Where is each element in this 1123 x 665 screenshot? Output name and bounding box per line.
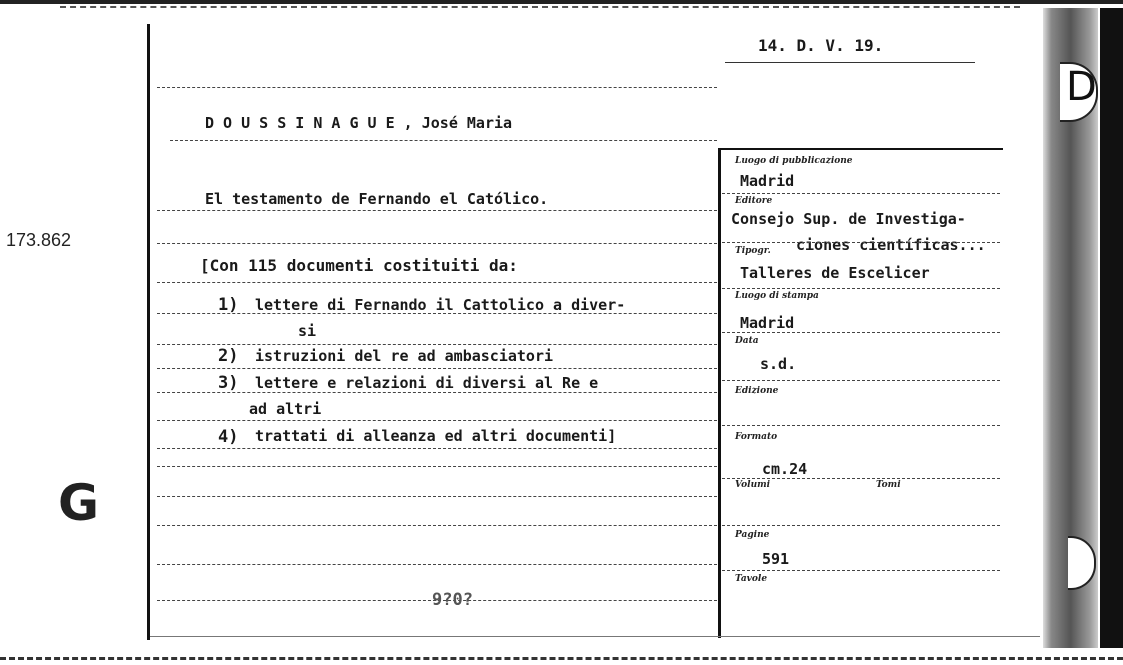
- scan-top-edge: [0, 0, 1123, 4]
- value-data: s.d.: [760, 355, 797, 373]
- rule-line: [157, 466, 717, 467]
- rule-line: [157, 368, 717, 369]
- item-text: lettere e relazioni di diversi al Re e: [255, 374, 599, 392]
- rule-line: [157, 496, 717, 497]
- item-text: lettere di Fernando il Cattolico a diver-: [255, 296, 626, 314]
- rule-line: [157, 87, 717, 88]
- rule-line: [157, 282, 717, 283]
- field-rule: [722, 193, 1000, 194]
- item-text: trattati di alleanza ed altri documenti]: [255, 427, 617, 445]
- item-number: 1): [218, 295, 239, 315]
- rule-line: [170, 140, 717, 141]
- margin-letter: G: [58, 474, 100, 532]
- item-text-continued: si: [298, 322, 317, 340]
- field-rule: [722, 380, 1000, 381]
- rule-top: [725, 62, 975, 63]
- scan-bottom-edge: [0, 657, 1123, 660]
- item-number: 3): [218, 373, 239, 393]
- author-name: D O U S S I N A G U E , José Maria: [205, 114, 513, 132]
- label-formato: Formato: [735, 432, 778, 442]
- rule-line: [157, 344, 717, 345]
- rule-line: [157, 564, 717, 565]
- scan-right-border: [1100, 8, 1123, 648]
- rule-line: [157, 420, 717, 421]
- date-code: 14. D. V. 19.: [758, 36, 884, 55]
- item-number: 4): [218, 427, 239, 447]
- value-pagine: 591: [762, 550, 790, 568]
- field-rule: [722, 242, 1000, 243]
- item-text-continued: ad altri: [249, 400, 322, 418]
- rule-line: [157, 448, 717, 449]
- field-rule: [722, 478, 1000, 479]
- label-data: Data: [735, 336, 759, 346]
- value-luogo-pubblicazione: Madrid: [740, 172, 795, 190]
- card-left-border: [147, 24, 150, 640]
- shelf-number: 173.862: [6, 230, 72, 250]
- field-rule: [722, 425, 1000, 426]
- label-tomi: Tomi: [876, 480, 901, 490]
- rule-line: [157, 392, 717, 393]
- field-box-top: [718, 148, 1003, 150]
- label-luogo-pubblicazione: Luogo di pubblicazione: [735, 156, 853, 166]
- rule-bottom: [150, 636, 1040, 637]
- label-tavole: Tavole: [735, 574, 768, 584]
- item-text: istruzioni del re ad ambasciatori: [255, 347, 554, 365]
- field-rule: [722, 332, 1000, 333]
- contents-intro: [Con 115 documenti costituiti da:: [200, 256, 518, 275]
- item-number: 2): [218, 346, 239, 366]
- rule-line: [157, 525, 717, 526]
- value-luogo-stampa: Madrid: [740, 314, 795, 332]
- label-pagine: Pagine: [735, 530, 770, 540]
- field-rule: [722, 570, 1000, 571]
- rule-line: [157, 210, 717, 211]
- book-title: El testamento de Fernando el Católico.: [205, 190, 549, 208]
- value-editore: Consejo Sup. de Investiga-: [731, 210, 966, 228]
- label-luogo-stampa: Luogo di stampa: [735, 291, 819, 301]
- right-edge-letter: D: [1066, 64, 1097, 110]
- bottom-stamp: 9?0?: [432, 590, 473, 610]
- label-edizione: Edizione: [735, 386, 779, 396]
- rule-line: [157, 243, 717, 244]
- label-editore: Editore: [735, 196, 773, 206]
- value-tipografo: Talleres de Escelicer: [740, 264, 930, 282]
- scan-top-edge-dashes: [60, 6, 1020, 8]
- value-editore-continued: ciones científicas...: [796, 236, 986, 254]
- value-formato: cm.24: [762, 460, 808, 478]
- field-rule: [722, 525, 1000, 526]
- label-tipografo: Tipogr.: [735, 246, 771, 256]
- field-rule: [722, 288, 1000, 289]
- field-box-divider: [718, 148, 721, 638]
- label-volumi: Volumi: [735, 480, 771, 490]
